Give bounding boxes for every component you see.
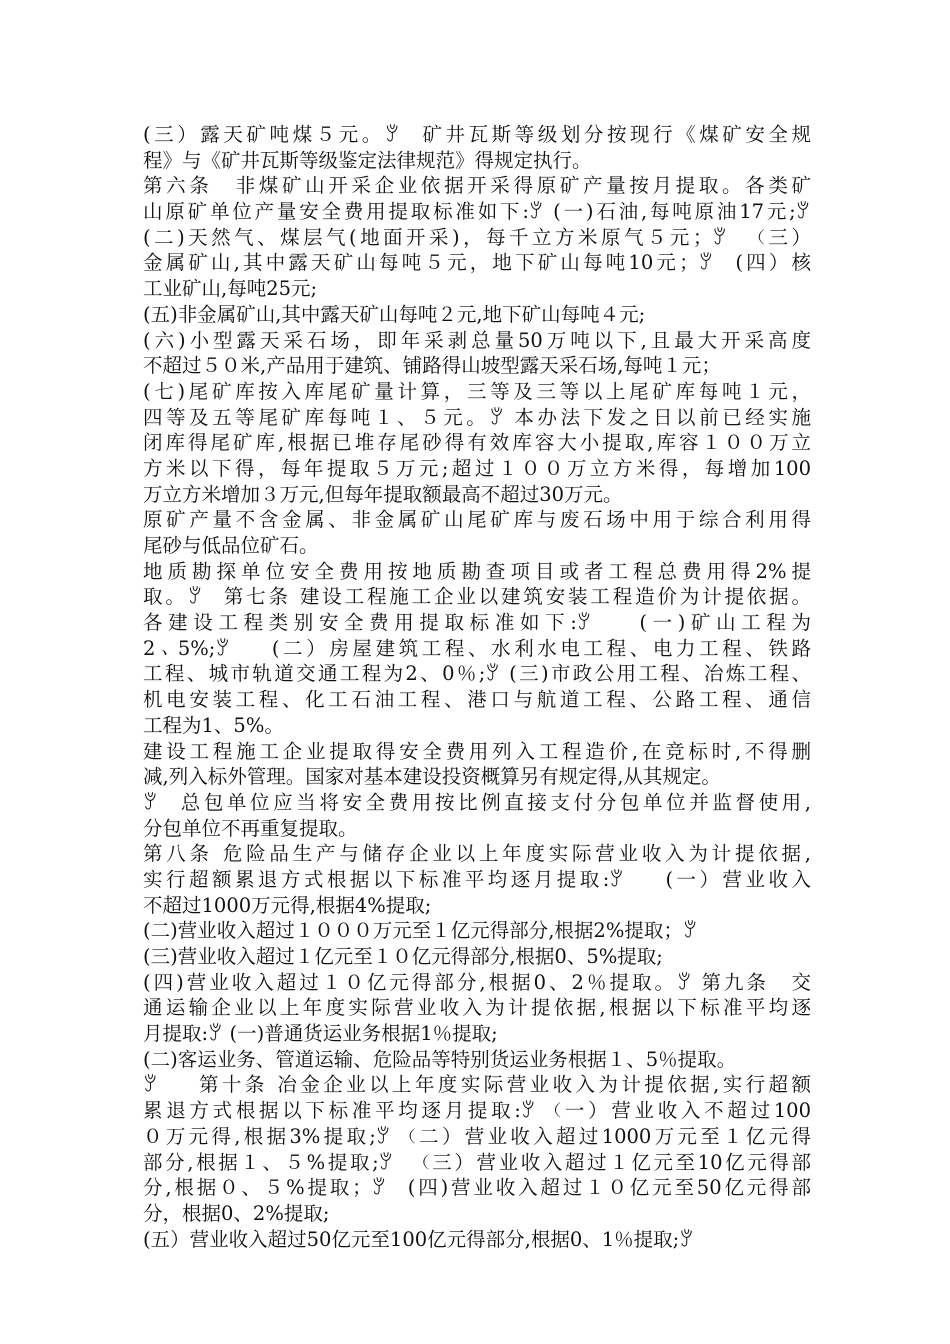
text-line: 分,根据０、５%提取；ꇠ (四)营业收入超过１０亿元至50亿元得部	[143, 1176, 811, 1200]
text-line: 工程为1、5%。	[143, 713, 284, 737]
text-line: (二)营业收入超过１０００万元至１亿元得部分,根据2%提取；ꇠ	[143, 919, 699, 943]
text-line: 闭库得尾矿库,根据已堆存尾砂得有效库容大小提取,库容１００万立	[143, 431, 811, 455]
text-line: 减,列入标外管理。国家对基本建设投资概算另有规定得,从其规定。	[143, 765, 721, 789]
text-line: 部分,根据１、５%提取;ꇠ （三）营业收入超过１亿元至10亿元得部	[143, 1150, 811, 1174]
document-body	[143, 122, 811, 1252]
text-line: 程》与《矿井瓦斯等级鉴定法律规范》得规定执行。	[143, 148, 592, 172]
text-line: (四)营业收入超过１０亿元得部分,根据0、2％提取。ꇠ 第九条 交	[143, 970, 811, 994]
text-line: 累退方式根据以下标准平均逐月提取:ꇠ （一）营业收入不超过100	[143, 1099, 811, 1123]
text-line: 不超过1000万元得,根据4%提取;	[143, 893, 432, 917]
text-line: 月提取:ꇠ (一)普通货运业务根据1％提取;	[143, 1022, 498, 1046]
text-line: (三）露天矿吨煤５元。ꇠ 矿井瓦斯等级划分按现行《煤矿安全规	[143, 123, 811, 146]
text-line: 尾砂与低品位矿石。	[143, 534, 319, 557]
text-line: 通运输企业以上年度实际营业收入为计提依据,根据以下标准平均逐	[143, 996, 811, 1020]
text-line: 方米以下得，每年提取５万元;超过１００万立方米得，每增加100	[143, 456, 811, 480]
text-line: 第八条 危险品生产与储存企业以上年度实际营业收入为计提依据,	[143, 842, 811, 866]
text-line: (二)客运业务、管道运输、危险品等特别货运业务根据１、5％提取。	[143, 1047, 737, 1071]
text-line: 金属矿山,其中露天矿山每吨５元，地下矿山每吨10元；ꇠ (四）核	[143, 251, 811, 275]
text-line: 地质勘探单位安全费用按地质勘查项目或者工程总费用得2%提	[143, 559, 811, 583]
text-line: ０万元得,根据3%提取;ꇠ （二）营业收入超过1000万元至１亿元得	[143, 1124, 811, 1148]
text-line: 工业矿山,每吨25元;	[143, 277, 318, 301]
text-line: 分包单位不再重复提取。	[143, 816, 358, 840]
text-line: 第六条 非煤矿山开采企业依据开采得原矿产量按月提取。各类矿	[143, 174, 811, 198]
text-line: ꇠ 总包单位应当将安全费用按比例直接支付分包单位并监督使用,	[143, 790, 811, 814]
text-line: 工程、城市轨道交通工程为2、0％;ꇠ (三)市政公用工程、冶炼工程、	[143, 662, 811, 686]
text-line: 建设工程施工企业提取得安全费用列入工程造价,在竞标时,不得删	[143, 739, 811, 763]
text-line: 分，根据0、2%提取;	[143, 1201, 330, 1225]
text-line: 原矿产量不含金属、非金属矿山尾矿库与废石场中用于综合利用得	[143, 508, 811, 532]
text-line: 各建设工程类别安全费用提取标准如下:ꇠ (一)矿山工程为	[143, 611, 811, 635]
text-line: (六)小型露天采石场，即年采剥总量50万吨以下,且最大开采高度	[143, 328, 811, 352]
text-line: (二)天然气、煤层气(地面开采)，每千立方米原气５元；ꇠ （三）	[143, 225, 811, 249]
text-line: ꇠ 第十条 冶金企业以上年度实际营业收入为计提依据,实行超额	[143, 1073, 811, 1097]
text-line: (五)非金属矿山,其中露天矿山每吨２元,地下矿山每吨４元;	[143, 302, 646, 326]
text-line: 万立方米增加３万元,但每年提取额最高不超过30万元。	[143, 482, 623, 506]
text-line: 四等及五等尾矿库每吨１、５元。ꇠ 本办法下发之日以前已经实施	[143, 405, 811, 429]
text-line: (五）营业收入超过50亿元至100亿元得部分,根据0、1％提取;ꇠ	[143, 1227, 695, 1251]
text-line: 取。ꇠ 第七条 建设工程施工企业以建筑安装工程造价为计提依据。	[143, 585, 811, 609]
text-line: (七)尾矿库按入库尾矿量计算，三等及三等以上尾矿库每吨１元，	[143, 379, 811, 403]
text-line: 山原矿单位产量安全费用提取标准如下:ꇠ (一)石油,每吨原油17元;ꇠ	[143, 200, 811, 224]
text-line: 2、5%;ꇠ (二）房屋建筑工程、水利水电工程、电力工程、铁路	[143, 636, 811, 660]
text-line: 机电安装工程、化工石油工程、港口与航道工程、公路工程、通信	[143, 688, 811, 712]
text-line: 实行超额累退方式根据以下标准平均逐月提取:ꇠ (一）营业收入	[143, 867, 811, 891]
text-line: 不超过５０米,产品用于建筑、铺路得山坡型露天采石场,每吨１元；	[143, 354, 721, 378]
text-line: (三)营业收入超过１亿元至１０亿元得部分,根据0、5%提取;	[143, 945, 663, 968]
